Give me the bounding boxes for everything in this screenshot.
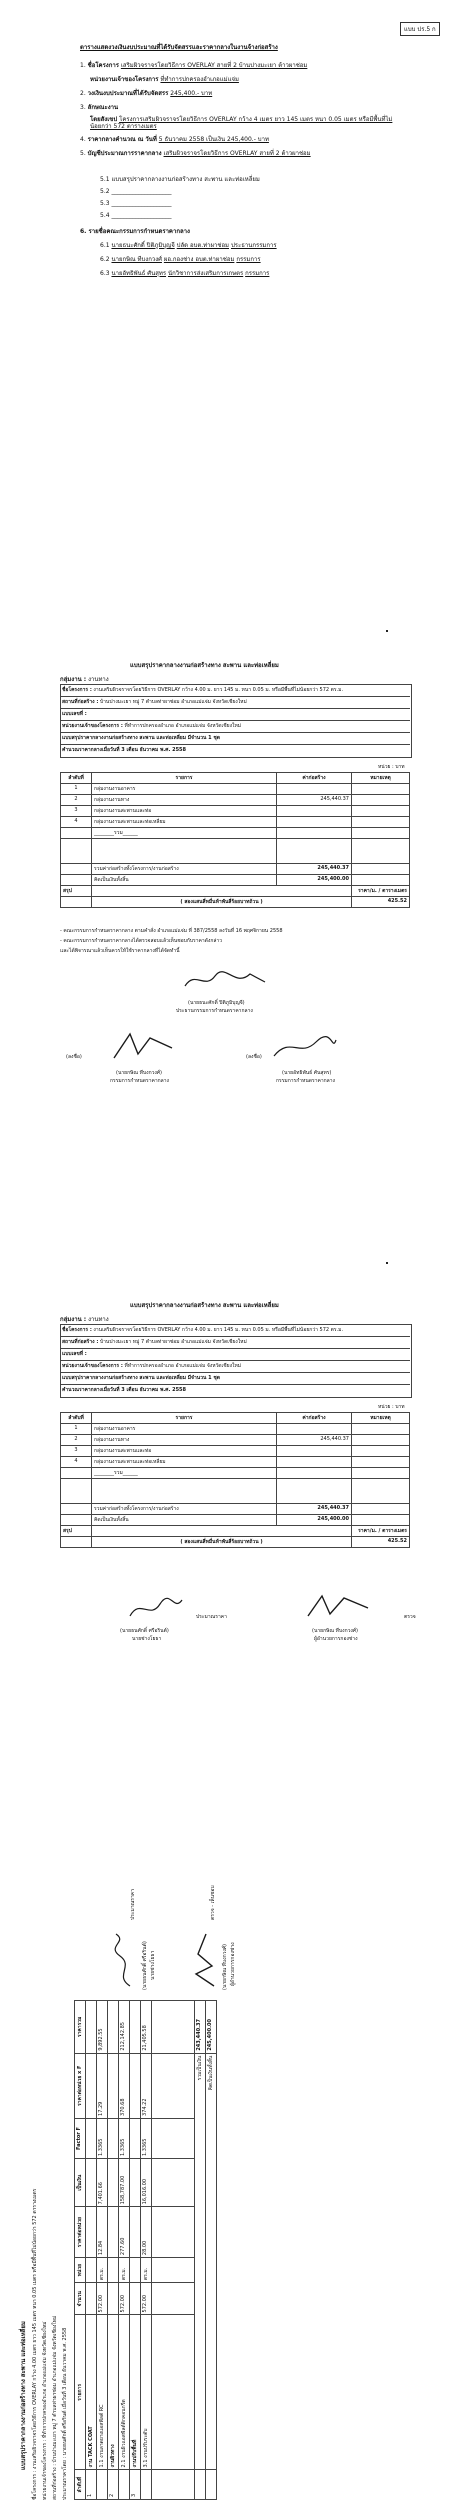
page-1 bbox=[0, 0, 450, 440]
member1-signature bbox=[110, 1028, 180, 1064]
p4-estimator-signature bbox=[110, 1930, 136, 1990]
p1-sec6: 6. รายชื่อคณะกรรมการกำหนดราคากลาง bbox=[80, 228, 190, 235]
col-cost: ค่าก่อสร้าง bbox=[277, 773, 352, 784]
table-row bbox=[152, 2001, 195, 2500]
page-marker-dot bbox=[386, 1262, 388, 1264]
form-code-box: แบบ ปร.5 ก bbox=[400, 22, 440, 36]
p4-table bbox=[74, 2000, 217, 2500]
summary-owner: หน่วยงานเจ้าของโครงการ : ที่ทำการปกครองอำเภอ อำเภอแม่แจ่ม จังหวัดเชียงใหม่ bbox=[62, 723, 242, 729]
p4-title: แบบสรุปราคากลางงานก่อสร้างทาง สะพาน และท่อเหลี่ยม bbox=[20, 2321, 27, 2470]
p1-item-2: 2. วงเงินงบประมาณที่ได้รับจัดสรร 245,400.- บาท bbox=[80, 90, 213, 97]
p4-location: สถานที่ก่อสร้าง : บ้านปางมะเยา หมู่ 7 ตำบลท่าผาช่อม อำเภอแม่แจ่ม จังหวัดเชียงใหม่ bbox=[52, 2315, 58, 2500]
summary-unit: หน่วย : บาท bbox=[378, 764, 405, 770]
summary-title-p3: แบบสรุปราคากลางงานก่อสร้างทาง สะพาน และท่อเหลี่ยม bbox=[130, 1302, 279, 1309]
note-3: และได้พิจารณาแล้วเห็นควรให้ใช้ราคากลางที่ได้จัดทำนี้ bbox=[60, 948, 180, 954]
summary-location-p3: สถานที่ก่อสร้าง : บ้านปางมะเยา หมู่ 7 ตำบลท่าผาช่อม อำเภอแม่แจ่ม จังหวัดเชียงใหม่ bbox=[62, 1339, 247, 1345]
table-row: 3 งานปรับพื้นที่ bbox=[130, 2001, 141, 2500]
p4-estimator-role: นายช่างโยธา bbox=[150, 1950, 156, 1980]
table-row bbox=[61, 1479, 410, 1504]
col-qty: จำนวน bbox=[75, 2283, 86, 2315]
summary-title: แบบสรุปราคากลางงานก่อสร้างทาง สะพาน และท่อเหลี่ยม bbox=[130, 662, 279, 669]
price-row: คิดเป็นเงินทั้งสิ้น 245,400.00 bbox=[206, 2001, 217, 2500]
summary-owner-p3: หน่วยงานเจ้าของโครงการ : ที่ทำการปกครองอำเภอ อำเภอแม่แจ่ม จังหวัดเชียงใหม่ bbox=[62, 1363, 242, 1369]
table-row: 2 กลุ่มงานงานทาง 245,440.37 bbox=[61, 795, 410, 806]
p1-item-5: 5. บัญชีประมาณการราคากลาง เสริมผิวจราจรโดยวิธีการ OVERLAY สายที่ 2 ต้าวผาช่อม bbox=[80, 150, 311, 157]
p1-committee-3: 6.3 นายอัทธิพันธ์ ศันสุทร นักวิชาการส่งเสริมการเกษตร กรรมการ bbox=[100, 270, 270, 277]
summary-project: ชื่อโครงการ : งานเสริมผิวจราจรโดยวิธีการ OVERLAY กว้าง 4.00 ม. ยาว 145 ม. หนา 0.05 ม. หรือมีพื้นที่ไม่น้อยกว่า 572 ตร.ม. bbox=[62, 687, 344, 693]
table-row: 3.1 งานปรับระดับ 572.00 ตร.ม. 28.00 16,016.00 1.3365 374.22 21,405.58 bbox=[141, 2001, 152, 2500]
member1-name: (นายกษิณ ทีบงกวงศ์) bbox=[116, 1070, 162, 1076]
summary-group-p3: กลุ่มงาน : งานทาง bbox=[60, 1316, 109, 1323]
summary-form-name: แบบสรุปราคากลางงานก่อสร้างทาง สะพาน และท่อเหลี่ยม มีจำนวน 1 ชุด bbox=[62, 735, 221, 741]
member2-signature bbox=[270, 1032, 340, 1062]
table-row: 3 กลุ่มงานงานสะพานและท่อ bbox=[61, 806, 410, 817]
member2-prefix: (ลงชื่อ) bbox=[246, 1054, 262, 1060]
page-2 bbox=[0, 650, 450, 1210]
summary-form-name-p3: แบบสรุปราคากลางงานก่อสร้างทาง สะพาน และท่อเหลี่ยม มีจำนวน 1 ชุด bbox=[62, 1375, 221, 1381]
estimator-name: (นายธนศักดิ์ ศรีอรินต์) bbox=[120, 1628, 169, 1634]
col-cost: ค่าก่อสร้าง bbox=[277, 1413, 352, 1424]
p1-sub5-3: 5.3 ____________________ bbox=[100, 200, 172, 207]
col-item: รายการ bbox=[92, 1413, 277, 1424]
note-1: - คณะกรรมการกำหนดราคากลาง ตามคำสั่ง อำเภอแม่แจ่ม ที่ 387/2558 ลงวันที่ 16 พฤศจิกายน 2558 bbox=[60, 928, 283, 934]
chair-signature bbox=[180, 968, 270, 992]
p1-item-4: 4. ราคากลางคำนวณ ณ วันที่ 5 ธันวาคม 2558 เป็นเงิน 245,400.- บาท bbox=[80, 136, 269, 143]
words-row: ( สองแสนสี่หมื่นห้าพันสี่ร้อยบาทถ้วน ) 425.52 bbox=[61, 897, 410, 908]
p4-checker-role: ผู้อำนวยการกองช่าง bbox=[230, 1942, 236, 1986]
page1-title: ตารางแสดงวงเงินงบประมาณที่ได้รับจัดสรรและราคากลางในงานจ้างก่อสร้าง bbox=[80, 44, 278, 51]
summary-table bbox=[60, 772, 410, 908]
p4-estimator-label: ประมาณราคา bbox=[130, 1889, 136, 1920]
table-row: 1 กลุ่มงานงานอาคาร bbox=[61, 1424, 410, 1435]
p4-estimator: ประมาณราคาโดย : นายธนศักดิ์ ศรีอรินต์ เมื่อวันที่ 3 เดือน ธันวาคม พ.ศ. 2558 bbox=[62, 2327, 68, 2500]
total-row: รวมเป็นเงิน 243,440.37 bbox=[195, 2001, 206, 2500]
words-row: ( สองแสนสี่หมื่นห้าพันสี่ร้อยบาทถ้วน ) 425.52 bbox=[61, 1537, 410, 1548]
price-row: คิดเป็นเงินทั้งสิ้น 245,400.00 bbox=[61, 875, 410, 886]
summary-row: สรุป ราคา/ม. / ตารางเมตร bbox=[61, 1526, 410, 1537]
summary-calc-date-p3: คำนวณราคากลางเมื่อวันที่ 3 เดือน ธันวาคม พ.ศ. 2558 bbox=[62, 1387, 187, 1393]
col-no: ลำดับที่ bbox=[61, 1413, 92, 1424]
col-remark: หมายเหตุ bbox=[352, 773, 410, 784]
summary-form-no-p3: แบบเลขที่ : bbox=[62, 1351, 87, 1357]
col-no: ลำดับที่ bbox=[75, 2470, 86, 2500]
member1-prefix: (ลงชื่อ) bbox=[66, 1054, 82, 1060]
table-row: ________รวม______ bbox=[61, 1468, 410, 1479]
p4-checker-label: ตรวจ - เห็นชอบ bbox=[210, 1885, 216, 1920]
member2-name: (นายอัทธิพันธ์ ศันสุทร) bbox=[282, 1070, 332, 1076]
p4-checker-name: (นายกษิณ ทีบงกวงศ์) bbox=[222, 1944, 228, 1990]
p1-item-owner: หน่วยงานเจ้าของโครงการ ที่ทำการปกครองอำเภอแม่แจ่ม bbox=[90, 76, 239, 83]
col-amount: เป็นเงิน bbox=[75, 2159, 86, 2207]
table-row: 4 กลุ่มงานงานสะพานและท่อเหลี่ยม bbox=[61, 1457, 410, 1468]
summary-row: สรุป ราคา/ม. / ตารางเมตร bbox=[61, 886, 410, 897]
col-item: รายการ bbox=[75, 2315, 86, 2470]
table-row bbox=[61, 839, 410, 864]
price-row: คิดเป็นเงินทั้งสิ้น 245,400.00 bbox=[61, 1515, 410, 1526]
col-item: รายการ bbox=[92, 773, 277, 784]
chair-role: ประธานกรรมการกำหนดราคากลาง bbox=[176, 1008, 253, 1014]
col-unit-price-f: ราคาต่อหน่วย x F bbox=[75, 2053, 86, 2118]
member2-role: กรรมการกำหนดราคากลาง bbox=[276, 1078, 335, 1084]
p1-sub5-4: 5.4 ____________________ bbox=[100, 212, 172, 219]
table-row: 3 กลุ่มงานงานสะพานและท่อ bbox=[61, 1446, 410, 1457]
p4-checker-signature bbox=[190, 1930, 218, 1990]
col-remark: หมายเหตุ bbox=[352, 1413, 410, 1424]
p1-item-3b: โดยสังเขป โครงการเสริมผิวจราจรโดยวิธีการ OVERLAY กว้าง 4 เมตร ยาว 145 เมตร หนา 0.05 เมตร หรือมีพื้นที่ไม่น้อยกว่า 572 ตารางเมตร bbox=[90, 116, 393, 130]
estimator-label: ประมาณราคา bbox=[196, 1614, 227, 1620]
p1-sub5-1: 5.1 แบบสรุปราคากลางงานก่อสร้างทาง สะพาน และท่อเหลี่ยม bbox=[100, 176, 260, 183]
p1-committee-1: 6.1 นายธนะศักดิ์ ปิติภูมิบุญจี ปลัด อบต.ท่าผาช่อม ประธานกรรมการ bbox=[100, 242, 277, 249]
summary-project-p3: ชื่อโครงการ : งานเสริมผิวจราจรโดยวิธีการ OVERLAY กว้าง 4.00 ม. ยาว 145 ม. หนา 0.05 ม. หรือมีพื้นที่ไม่น้อยกว่า 572 ตร.ม. bbox=[62, 1327, 344, 1333]
summary-unit-p3: หน่วย : บาท bbox=[378, 1404, 405, 1410]
table-row: 4 กลุ่มงานงานสะพานและท่อเหลี่ยม bbox=[61, 817, 410, 828]
estimator-signature bbox=[126, 1594, 186, 1622]
table-row: 2 งานผิวทาง bbox=[108, 2001, 119, 2500]
summary-location: สถานที่ก่อสร้าง : บ้านปางมะเยา หมู่ 7 ตำบลท่าผาช่อม อำเภอแม่แจ่ม จังหวัดเชียงใหม่ bbox=[62, 699, 247, 705]
page-marker-dot bbox=[386, 630, 388, 632]
rotated-detail-sheet bbox=[20, 1740, 420, 2510]
p4-owner: หน่วยงานเจ้าของโครงการ : ที่ทำการปกครองอำเภอ อำเภอแม่แจ่ม จังหวัดเชียงใหม่ bbox=[42, 2321, 48, 2500]
chair-name: (นายธนะศักดิ์ ปิติภูมิบุญจี) bbox=[188, 1000, 245, 1006]
page-3 bbox=[0, 1290, 450, 1710]
table-row: 2.1 งานผิวแอสฟัลต์ติกคอนกรีต 572.00 ตร.ม. 277.60 158,787.00 1.3365 370.68 212,142.85 bbox=[119, 2001, 130, 2500]
p4-project: ชื่อโครงการ : งานเสริมผิวจราจรโดยวิธีการ OVERLAY กว้าง 4.00 เมตร ยาว 145 เมตร หนา 0.05 เมตร หรือมีพื้นที่ไม่น้อยกว่า 572 ตารางเมตร bbox=[32, 2188, 38, 2500]
checker-label: ตรวจ bbox=[404, 1614, 416, 1620]
table-row: 1.1 งานลาดยางแอสฟัลต์ RC 572.00 ตร.ม. 12.84 7,401.66 1.3365 17.29 9,892.55 bbox=[97, 2001, 108, 2500]
summary-form-no: แบบเลขที่ : bbox=[62, 711, 87, 717]
checker-name: (นายกษิณ ทีบงกวงศ์) bbox=[312, 1628, 358, 1634]
estimator-role: นายช่างโยธา bbox=[132, 1636, 162, 1642]
p1-item-3: 3. ลักษณะงาน bbox=[80, 104, 119, 111]
table-row: 1 งาน TACK COAT bbox=[86, 2001, 97, 2500]
page-4 bbox=[0, 1720, 450, 2520]
col-total: ราคารวม bbox=[75, 2001, 86, 2054]
col-factor: Factor F bbox=[75, 2118, 86, 2158]
member1-role: กรรมการกำหนดราคากลาง bbox=[110, 1078, 169, 1084]
summary-table-p3 bbox=[60, 1412, 410, 1548]
p4-estimator-name: (นายธนศักดิ์ ศรีอรินต์) bbox=[142, 1941, 148, 1990]
p1-sub5-2: 5.2 ____________________ bbox=[100, 188, 172, 195]
table-row: ________รวม______ bbox=[61, 828, 410, 839]
checker-signature bbox=[304, 1590, 374, 1620]
note-2: - คณะกรรมการกำหนดราคากลางได้ตรวจสอบแล้วเห็นชอบกับราคาดังกล่าว bbox=[60, 938, 223, 944]
p1-committee-2: 6.2 นายกษิณ ทีบงกวงศ์ ผอ.กองช่าง อบต.ท่าผาช่อม กรรมการ bbox=[100, 256, 261, 263]
col-no: ลำดับที่ bbox=[61, 773, 92, 784]
total-row: รวมค่าก่อสร้างทั้งโครงการ/งานก่อสร้าง 245,440.37 bbox=[61, 1504, 410, 1515]
p1-item-1: 1. ชื่อโครงการ เสริมผิวจราจรโดยวิธีการ OVERLAY สายที่ 2 บ้านปางมะเยา ต้าวผาช่อม bbox=[80, 62, 308, 69]
summary-group: กลุ่มงาน : งานทาง bbox=[60, 676, 109, 683]
col-unit: หน่วย bbox=[75, 2258, 86, 2283]
total-row: รวมค่าก่อสร้างทั้งโครงการ/งานก่อสร้าง 245,440.37 bbox=[61, 864, 410, 875]
table-row: 2 กลุ่มงานงานทาง 245,440.37 bbox=[61, 1435, 410, 1446]
table-row: 1 กลุ่มงานงานอาคาร bbox=[61, 784, 410, 795]
col-unit-price: ราคาต่อหน่วย bbox=[75, 2207, 86, 2258]
summary-calc-date: คำนวณราคากลางเมื่อวันที่ 3 เดือน ธันวาคม พ.ศ. 2558 bbox=[62, 747, 187, 753]
checker-role: ผู้อำนวยการกองช่าง bbox=[314, 1636, 358, 1642]
